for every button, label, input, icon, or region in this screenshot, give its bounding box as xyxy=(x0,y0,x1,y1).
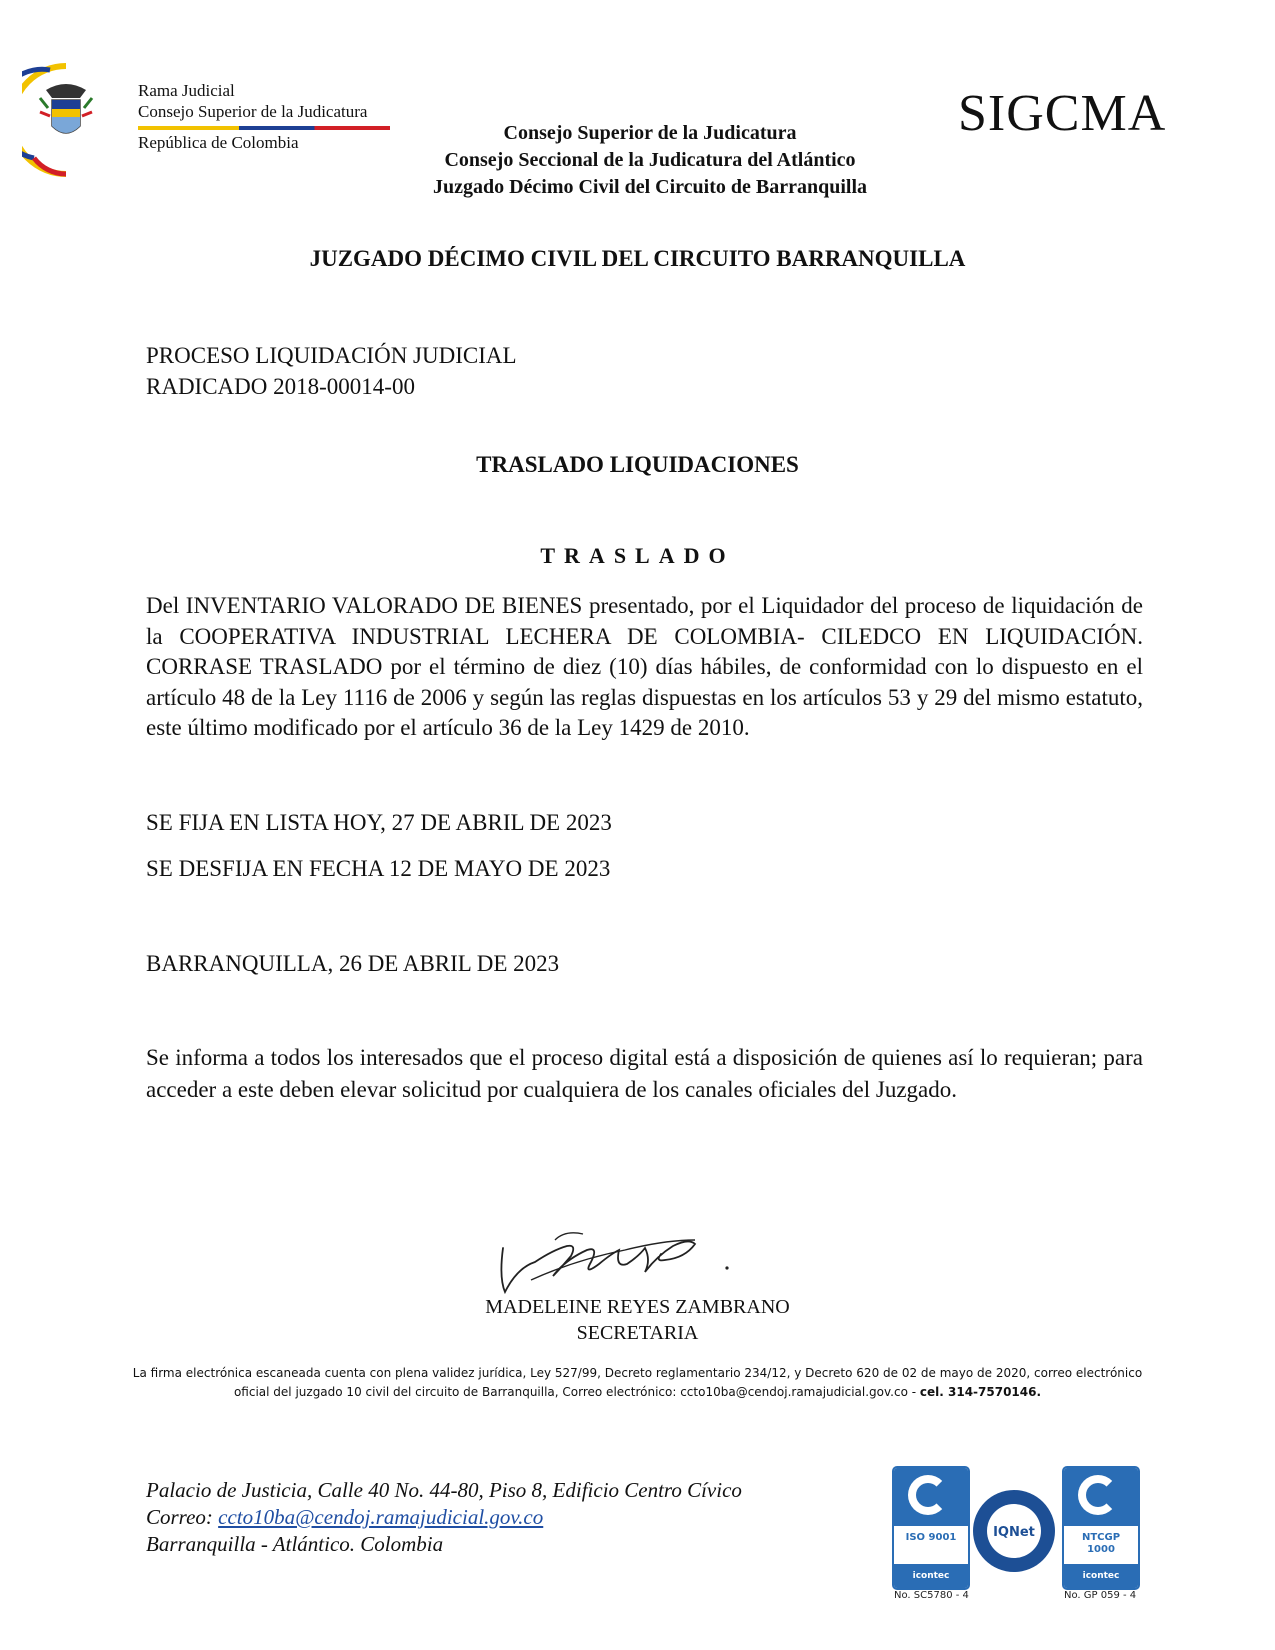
iqnet-certified-seal xyxy=(971,1488,1057,1574)
icontec-logo-icon xyxy=(1064,1468,1138,1526)
footer-address-block xyxy=(146,1477,742,1558)
ntcgp-label-2: 1000 xyxy=(1087,1544,1115,1555)
ntcgp-badge-number: No. GP 059 - 4 xyxy=(1064,1590,1137,1601)
legal-note xyxy=(120,1364,1155,1402)
date-line: BARRANQUILLA, 26 DE ABRIL DE 2023 xyxy=(146,951,560,976)
footer-email-line xyxy=(146,1504,742,1531)
logo-line-consejo: Consejo Superior de la Judicatura xyxy=(138,102,368,121)
iso-badge-number: No. SC5780 - 4 xyxy=(894,1590,969,1601)
ntcgp-1000-badge xyxy=(1062,1466,1140,1590)
handwritten-signature xyxy=(495,1220,755,1300)
court-title: JUZGADO DÉCIMO CIVIL DEL CIRCUITO BARRANQUILLA xyxy=(309,246,966,271)
footer-address: Palacio de Justicia, Calle 40 No. 44-80, Piso 8, Edificio Centro Cívico xyxy=(146,1478,742,1502)
signer-role: SECRETARIA xyxy=(576,1322,699,1344)
iqnet-label: IQNet xyxy=(993,1525,1035,1540)
legal-note-text: La firma electrónica escaneada cuenta con plena validez jurídica, Ley 527/99, Decreto reglamentario 234/12, y Decreto 620 de 02 de mayo de 2020, correo electrónico oficial del juzgado 10 civil del circuito de Barranquilla, Correo electrónico: ccto10ba@cendoj.ramajudicial.gov.co - xyxy=(132,1366,1143,1399)
signer-name: MADELEINE REYES ZAMBRANO xyxy=(485,1296,790,1318)
traslado-heading: TRASLADO xyxy=(540,543,735,568)
header-line-2: Consejo Seccional de la Judicatura del Atlántico xyxy=(444,149,856,171)
radicado-line: RADICADO 2018-00014-00 xyxy=(146,374,415,399)
proceso-line: PROCESO LIQUIDACIÓN JUDICIAL xyxy=(146,343,517,368)
ntcgp-badge-brand: icontec xyxy=(1064,1564,1138,1588)
icontec-logo-icon xyxy=(894,1468,968,1526)
fija-line: SE FIJA EN LISTA HOY, 27 DE ABRIL DE 2023 xyxy=(146,810,612,835)
iso-badge-brand: icontec xyxy=(894,1564,968,1588)
header-block xyxy=(300,120,1000,201)
header-line-1: Consejo Superior de la Judicatura xyxy=(503,122,797,144)
iso-badge-label: ISO 9001 xyxy=(905,1532,957,1543)
logo-line-republica: República de Colombia xyxy=(138,133,299,152)
footer-email-label: Correo: xyxy=(146,1505,219,1529)
header-line-3: Juzgado Décimo Civil del Circuito de Barranquilla xyxy=(432,176,868,198)
logo-line-rama: Rama Judicial xyxy=(138,81,235,100)
iso-9001-badge xyxy=(892,1466,970,1590)
main-paragraph: Del INVENTARIO VALORADO DE BIENES presentado, por el Liquidador del proceso de liquidación de la COOPERATIVA INDUSTRIAL LECHERA DE COLOMBIA- CILEDCO EN LIQUIDACIÓN. CORRASE TRASLADO por el término de diez (10) días hábiles, de conformidad con lo dispuesto en el artículo 48 de la Ley 1116 de 2006 y según las reglas dispuestas en los artículos 53 y 29 del mismo estatuto, este último modificado por el artículo 36 de la Ley 1429 de 2010. xyxy=(146,593,1143,740)
signer-block xyxy=(0,1294,1275,1346)
ntcgp-badge-label xyxy=(1064,1532,1138,1556)
sigcma-label: SIGCMA xyxy=(958,85,1167,142)
desfija-line: SE DESFIJA EN FECHA 12 DE MAYO DE 2023 xyxy=(146,856,611,881)
section-title: TRASLADO LIQUIDACIONES xyxy=(476,452,799,477)
legal-note-phone: cel. 314-7570146. xyxy=(919,1385,1042,1399)
footer-email-link[interactable]: ccto10ba@cendoj.ramajudicial.gov.co xyxy=(218,1505,544,1529)
ntcgp-label-1: NTCGP xyxy=(1081,1532,1121,1543)
footer-city: Barranquilla - Atlántico. Colombia xyxy=(146,1532,444,1556)
colombia-coat-of-arms-logo xyxy=(22,62,110,177)
notice-paragraph: Se informa a todos los interesados que el proceso digital está a disposición de quienes así lo requieran; para acceder a este deben elevar solicitud por cualquiera de los canales oficiales del Juzgado. xyxy=(146,1045,1143,1102)
